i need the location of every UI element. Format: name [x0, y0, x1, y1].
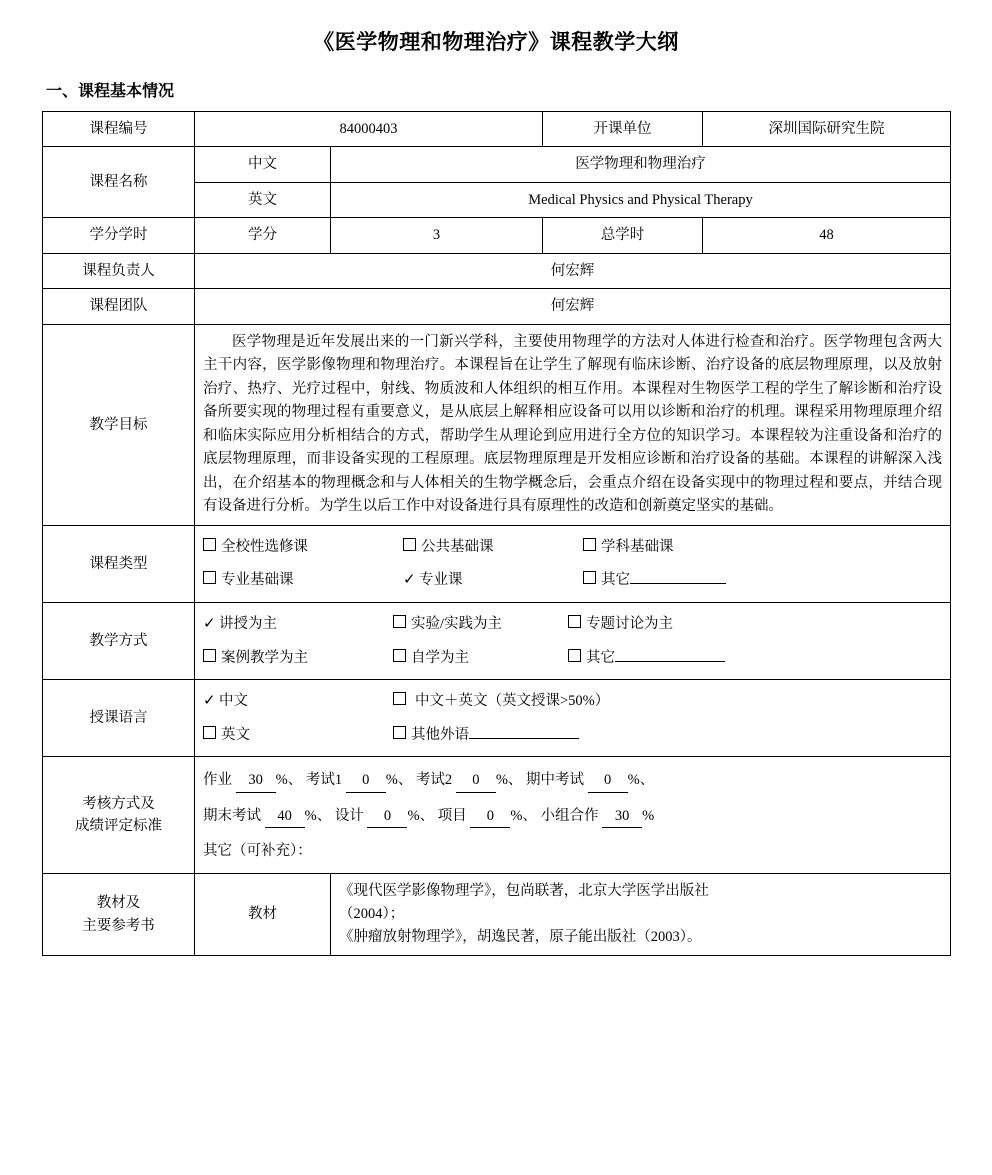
- option-all-school-elective[interactable]: [203, 536, 403, 558]
- separator: 、: [316, 807, 332, 824]
- check-mark-icon: ✓: [203, 615, 216, 632]
- checkbox-icon[interactable]: [203, 726, 216, 739]
- assessment-cell: [195, 757, 951, 873]
- teaching-method-row-1: [203, 613, 942, 636]
- section-title: 一、课程基本情况: [46, 83, 175, 100]
- total-hours-value: 48: [703, 218, 951, 253]
- midterm-label: 期中考试: [526, 772, 585, 789]
- teaching-method-row-2: [203, 646, 942, 669]
- table-row-leader: [43, 253, 951, 288]
- table-row-textbook: [43, 873, 951, 956]
- assessment-line-1: [203, 769, 942, 792]
- assessment-label-line1: 考核方式及: [82, 795, 155, 812]
- percent-sign: %: [407, 807, 420, 824]
- option-label: 案例教学为主: [221, 649, 308, 666]
- total-hours-label: 总学时: [543, 218, 703, 253]
- department-label: 开课单位: [543, 112, 703, 147]
- exam2-value[interactable]: 0: [456, 769, 496, 792]
- checkbox-icon[interactable]: [583, 538, 596, 551]
- checkbox-icon[interactable]: [393, 692, 406, 705]
- table-row-teaching-method: [43, 602, 951, 679]
- course-name-cn-value: 医学物理和物理治疗: [331, 147, 951, 182]
- percent-sign: %: [275, 772, 288, 789]
- objectives-text: 医学物理是近年发展出来的一门新兴学科，主要使用物理学的方法对人体进行检查和治疗。医学物理包含两大主干内容，医学影像物理和物理治疗。本课程旨在让学生了解现有临床诊断、治疗设备的底层物理原理，以及放射治疗、热疗、光疗过程中，射线、物质波和人体组织的相互作用。本课程对生物医学工程的学生了解诊断和治疗设备所要实现的物理过程有重要意义，是从底层上解释相应设备可以用以诊断和治疗的机理。课程采用物理原理介绍和临床实际应用分析相结合的方式，帮助学生从理论到应用进行全方位的知识学习。本课程较为注重设备和治疗的底层物理原理，而非设备实现的工程原理。底层物理原理是开发相应诊断和治疗设备的基础。本课程的讲解深入浅出，在介绍基本的物理概念和与人体相关的生物学概念后，会重点介绍在设备实现中的物理过程和要点，并结合现有设备进行分析。为学生以后工作中对设备进行具有原理性的改造和创新奠定坚实的基础。: [203, 333, 942, 515]
- course-name-label: 课程名称: [43, 147, 195, 218]
- option-major-course[interactable]: [403, 569, 583, 592]
- percent-sign: %: [495, 772, 508, 789]
- design-value[interactable]: 0: [367, 805, 407, 828]
- option-label: 全校性选修课: [221, 538, 308, 555]
- separator: 、: [522, 807, 537, 824]
- percent-sign: %: [510, 807, 523, 824]
- table-row-language: [43, 680, 951, 757]
- table-row-credits: [43, 218, 951, 253]
- department-value: 深圳国际研究生院: [703, 112, 951, 147]
- english-label: 英文: [195, 182, 331, 217]
- objectives-label: 教学目标: [43, 324, 195, 525]
- midterm-value[interactable]: 0: [588, 769, 628, 792]
- project-label: 项目: [437, 807, 467, 824]
- exam1-value[interactable]: 0: [346, 769, 386, 792]
- checkbox-icon[interactable]: [393, 726, 406, 739]
- checkbox-icon[interactable]: [568, 649, 581, 662]
- teaching-method-label: 教学方式: [43, 602, 195, 679]
- option-lecture-based[interactable]: [203, 613, 393, 636]
- option-label: 英文: [221, 726, 250, 743]
- option-label: 其它: [586, 649, 615, 666]
- group-label: 小组合作: [540, 807, 599, 824]
- final-value[interactable]: 40: [265, 805, 305, 828]
- page-title: 《医学物理和物理治疗》课程教学大纲: [313, 31, 679, 54]
- separator: 、: [507, 772, 523, 789]
- credit-hours-label: 学分学时: [43, 218, 195, 253]
- percent-sign: %: [385, 772, 398, 789]
- course-type-cell: [195, 525, 951, 602]
- option-major-basic[interactable]: [203, 569, 403, 591]
- checkbox-icon[interactable]: [203, 538, 216, 551]
- option-self-study[interactable]: [393, 647, 568, 669]
- assessment-line-2: [203, 805, 942, 828]
- project-value[interactable]: 0: [470, 805, 510, 828]
- objectives-cell: [195, 324, 951, 525]
- option-chinese[interactable]: [203, 690, 393, 713]
- chinese-label: 中文: [195, 147, 331, 182]
- option-label: 自学为主: [411, 649, 469, 666]
- textbook-line-1: 《现代医学影像物理学》，包尚联著，北京大学医学出版社: [339, 882, 709, 899]
- checkbox-icon[interactable]: [568, 615, 581, 628]
- table-row-course-code: [43, 112, 951, 147]
- percent-sign: %: [627, 772, 640, 789]
- other-teaching-method-input[interactable]: [615, 646, 725, 662]
- table-row-course-name-cn: [43, 147, 951, 182]
- percent-sign: %: [304, 807, 317, 824]
- option-seminar-based[interactable]: [568, 613, 673, 635]
- checkbox-icon[interactable]: [393, 615, 406, 628]
- table-row-team: [43, 289, 951, 324]
- textbook-label-line2: 主要参考书: [82, 917, 155, 934]
- separator: 、: [397, 772, 413, 789]
- exam1-label: 考试1: [305, 772, 343, 789]
- checkbox-icon[interactable]: [203, 649, 216, 662]
- textbook-line-3: 《肿瘤放射物理学》，胡逸民著，原子能出版社（2003）。: [339, 929, 702, 946]
- language-cell: [195, 680, 951, 757]
- leader-label: 课程负责人: [43, 253, 195, 288]
- textbook-cell: [331, 873, 951, 956]
- final-label: 期末考试: [203, 807, 261, 824]
- option-label: 中文: [219, 693, 248, 710]
- language-row-2: [203, 723, 942, 746]
- course-code-value: 84000403: [195, 112, 543, 147]
- course-info-table: [42, 111, 951, 956]
- course-type-label: 课程类型: [43, 525, 195, 602]
- option-label: 其它: [601, 571, 630, 588]
- option-label: 其他外语: [411, 726, 469, 743]
- option-other-course-type[interactable]: [583, 568, 726, 591]
- other-assessment-label: 其它（可补充）：: [203, 843, 312, 860]
- separator: 、: [639, 772, 655, 789]
- option-label: 学科基础课: [601, 538, 674, 555]
- option-label: 讲授为主: [219, 615, 277, 632]
- leader-value: 何宏辉: [195, 253, 951, 288]
- percent-sign: %: [642, 807, 655, 824]
- check-mark-icon: ✓: [203, 693, 216, 710]
- checkbox-icon[interactable]: [393, 649, 406, 662]
- table-row-course-type: [43, 525, 951, 602]
- textbook-line-2: （2004）；: [339, 905, 405, 922]
- homework-label: 作业: [203, 772, 232, 789]
- group-value[interactable]: 30: [602, 805, 642, 828]
- option-label: 专业基础课: [221, 571, 294, 588]
- course-name-en-value: Medical Physics and Physical Therapy: [331, 182, 951, 217]
- credit-value: 3: [331, 218, 543, 253]
- credit-label: 学分: [195, 218, 331, 253]
- option-label: 中文＋英文（英文授课>50%）: [415, 693, 610, 710]
- assessment-label-line2: 成绩评定标准: [75, 818, 162, 835]
- course-type-row-1: [203, 536, 942, 558]
- option-case-based[interactable]: [203, 647, 393, 669]
- option-other-teaching-method[interactable]: [568, 646, 725, 669]
- option-chinese-english[interactable]: [393, 690, 609, 712]
- table-row-assessment: [43, 757, 951, 873]
- textbook-label: [43, 873, 195, 956]
- other-language-input[interactable]: [469, 723, 579, 739]
- checkbox-icon[interactable]: [403, 538, 416, 551]
- textbook-label-line1: 教材及: [96, 895, 141, 912]
- separator: 、: [419, 807, 435, 824]
- homework-value[interactable]: 30: [236, 769, 276, 792]
- option-experiment-based[interactable]: [393, 613, 568, 635]
- assessment-label: [43, 757, 195, 873]
- design-label: 设计: [334, 807, 364, 824]
- teaching-method-cell: [195, 602, 951, 679]
- option-label: 专业课: [419, 571, 463, 588]
- option-other-language[interactable]: [393, 723, 579, 746]
- option-public-basic[interactable]: [403, 536, 583, 558]
- check-mark-icon: ✓: [403, 571, 416, 588]
- option-label: 公共基础课: [421, 538, 494, 555]
- option-label: 实验/实践为主: [411, 615, 503, 632]
- other-course-type-input[interactable]: [630, 568, 726, 584]
- option-label: 专题讨论为主: [586, 615, 673, 632]
- checkbox-icon[interactable]: [583, 571, 596, 584]
- team-label: 课程团队: [43, 289, 195, 324]
- assessment-line-3: [203, 840, 942, 862]
- exam2-label: 考试2: [415, 772, 453, 789]
- team-value: 何宏辉: [195, 289, 951, 324]
- language-label: 授课语言: [43, 680, 195, 757]
- textbook-sublabel: 教材: [195, 873, 331, 956]
- course-type-row-2: [203, 568, 942, 592]
- checkbox-icon[interactable]: [203, 571, 216, 584]
- table-row-objectives: [43, 324, 951, 525]
- course-code-label: 课程编号: [43, 112, 195, 147]
- option-english[interactable]: [203, 724, 393, 746]
- option-discipline-basic[interactable]: [583, 536, 674, 558]
- language-row-1: [203, 690, 942, 713]
- separator: 、: [287, 772, 303, 789]
